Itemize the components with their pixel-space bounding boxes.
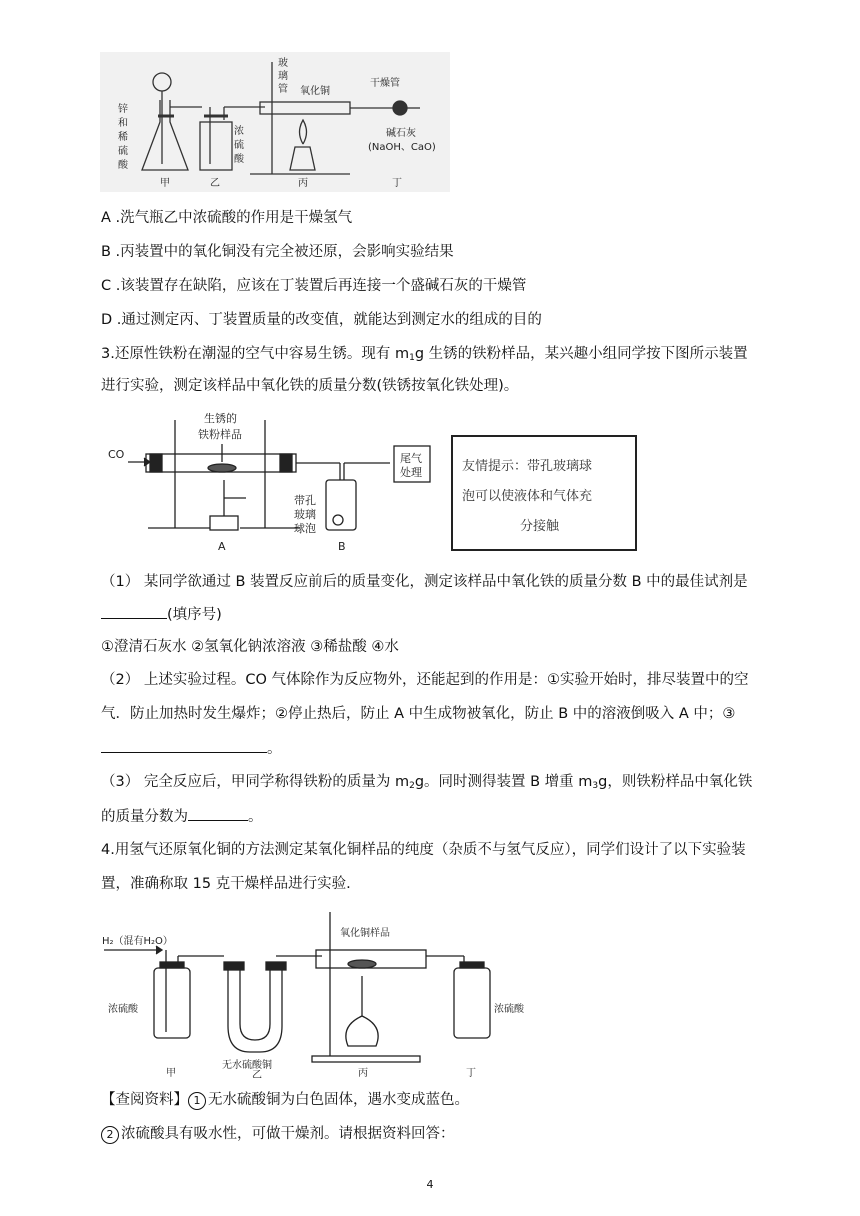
label-drying-tube: 干燥管 — [370, 78, 400, 89]
answer-blank-3[interactable] — [188, 806, 248, 821]
answer-blank-1[interactable] — [101, 604, 167, 619]
q3-sub2-line-1: （2） 上述实验过程。CO 气体除作为反应物外，还能起到的作用是：①实验开始时，排尽装置中的空 — [101, 672, 749, 688]
option-c: C .该装置存在缺陷，应该在丁装置后再连接一个盛碱石灰的干燥管 — [101, 278, 527, 294]
label-a: A — [218, 540, 226, 553]
label-reagent-1: 锌 — [118, 104, 128, 115]
option-a: A .洗气瓶乙中浓硫酸的作用是干燥氢气 — [101, 210, 353, 226]
label-tube-1: 玻 — [278, 58, 288, 69]
label-h2: H₂（混有H₂O） — [102, 936, 173, 947]
q3-sub1-options: ①澄清石灰水 ②氢氧化钠浓溶液 ③稀盐酸 ④水 — [101, 639, 399, 655]
label-lime-formula: (NaOH、CaO) — [368, 142, 436, 153]
label-yi: 乙 — [210, 178, 220, 189]
page-number: 4 — [426, 1178, 434, 1191]
q3-sub2-line-3: 。 — [101, 738, 282, 759]
label-acid-2: 硫 — [234, 140, 244, 151]
label-reagent-4: 硫 — [118, 146, 128, 157]
label-bubble-2: 玻璃 — [294, 508, 316, 521]
label-cuo-sample: 氧化铜样品 — [340, 928, 390, 939]
label-reagent-5: 酸 — [118, 160, 128, 171]
label-acid-right: 浓硫酸 — [494, 1004, 524, 1015]
reference-line-2: 2 浓硫酸具有吸水性，可做干燥剂。请根据资料回答： — [101, 1124, 455, 1144]
label-reagent-3: 稀 — [118, 132, 128, 143]
label-ding-4: 丁 — [466, 1068, 476, 1078]
q3-sub1-line-2: (填序号) — [101, 604, 222, 625]
label-reagent-2: 和 — [118, 118, 128, 129]
label-acid-left: 浓硫酸 — [108, 1004, 138, 1015]
label-lime: 碱石灰 — [386, 128, 416, 139]
label-bing: 丙 — [298, 178, 308, 189]
label-co: CO — [108, 448, 125, 461]
label-tube-2: 璃 — [278, 71, 288, 82]
q4-stem-line-1: 4.用氢气还原氧化铜的方法测定某氧化铜样品的纯度（杂质不与氢气反应），同学们设计了以下实验装 — [101, 842, 746, 858]
apparatus-figure-1 — [100, 52, 450, 192]
label-bing-4: 丙 — [358, 1068, 368, 1078]
apparatus-figure-2 — [100, 408, 640, 556]
label-acid-1: 浓 — [234, 126, 244, 137]
label-jia-4: 甲 — [166, 1068, 176, 1078]
answer-blank-2[interactable] — [101, 738, 267, 753]
option-b: B .丙装置中的氧化铜没有完全被还原，会影响实验结果 — [101, 244, 454, 260]
label-tail-1: 尾气 — [400, 452, 422, 465]
apparatus-figure-3 — [100, 906, 540, 1078]
label-sample-1: 生锈的 — [204, 412, 237, 425]
label-ding: 丁 — [392, 178, 402, 189]
label-b: B — [338, 540, 346, 553]
label-acid-3: 酸 — [234, 154, 244, 165]
q3-sub1-line-1: （1） 某同学欲通过 B 装置反应前后的质量变化，测定该样品中氧化铁的质量分数 B 中的最佳试剂是 — [101, 574, 748, 590]
label-sample-2: 铁粉样品 — [198, 428, 242, 441]
reference-line-1: 【查阅资料】 1 无水硫酸铜为白色固体，遇水变成蓝色。 — [101, 1092, 469, 1108]
label-yi-4: 乙 — [252, 1070, 262, 1078]
q3-sub3-line-2: 的质量分数为 。 — [101, 806, 263, 827]
label-jia: 甲 — [160, 178, 170, 189]
q4-stem-line-2: 置，准确称取 15 克干燥样品进行实验. — [101, 876, 351, 892]
label-tube-3: 管 — [278, 84, 288, 95]
circled-number-2: 2 — [101, 1126, 119, 1144]
q3-stem-line-1: 3.还原性铁粉在潮湿的空气中容易生锈。现有 $m_1g$ 生锈的铁粉样品，某兴趣小组同学按下图所示装置 — [101, 346, 748, 363]
q3-sub3-line-1: （3） 完全反应后，甲同学称得铁粉的质量为 $m_2g$。同时测得装置 B 增重 $m_3g$，则铁粉样品中氧化铁 — [101, 774, 753, 791]
label-cuso4: 无水硫酸铜 — [222, 1060, 272, 1071]
label-bubble-3: 球泡 — [294, 522, 316, 535]
option-d: D .通过测定丙、丁装置质量的改变值，就能达到测定水的组成的目的 — [101, 312, 542, 328]
label-cuo: 氧化铜 — [300, 86, 330, 97]
tip-line-3: 分接触 — [520, 519, 560, 534]
label-tail-2: 处理 — [400, 466, 422, 479]
label-bubble-1: 带孔 — [294, 494, 316, 507]
q3-stem-line-2: 进行实验，测定该样品中氧化铁的质量分数(铁锈按氧化铁处理)。 — [101, 378, 519, 394]
tip-line-1: 友情提示：带孔玻璃球 — [462, 459, 593, 474]
tip-line-2: 泡可以使液体和气体充 — [462, 489, 593, 504]
circled-number-1: 1 — [188, 1092, 206, 1110]
q3-sub2-line-2: 气．防止加热时发生爆炸；②停止热后，防止 A 中生成物被氧化，防止 B 中的溶液倒吸入 A 中；③ — [101, 706, 736, 722]
